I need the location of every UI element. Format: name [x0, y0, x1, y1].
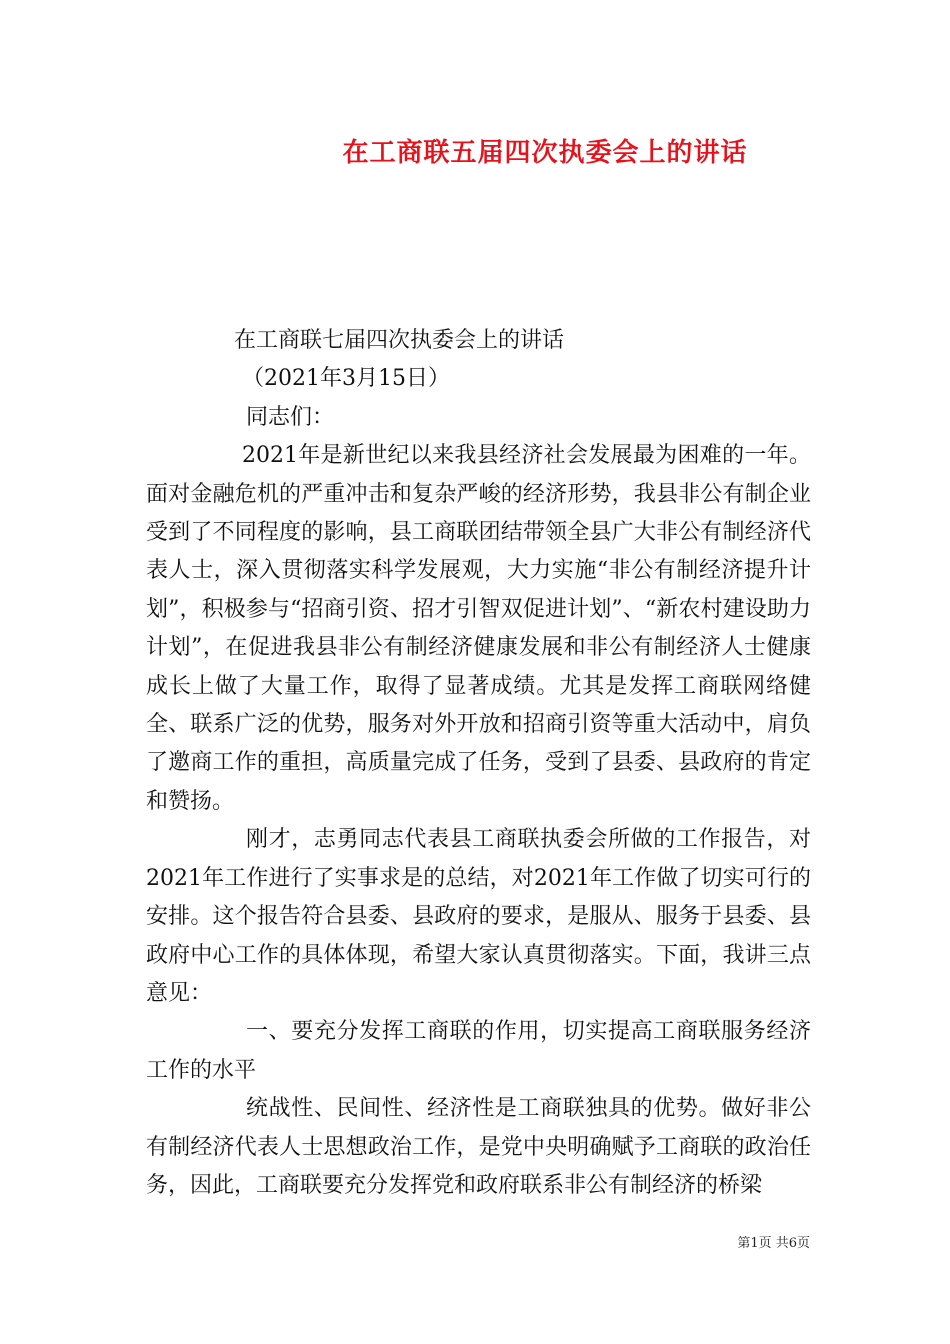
paragraph: 统战性、民间性、经济性是工商联独具的优势。做好非公有制经济代表人士思想政治工作，是党中央明确赋予工商联的政治任务，因此，工商联要充分发挥党和政府联系非公有制经济的桥梁 — [146, 1096, 811, 1198]
speech-date: （2021年3月15日） — [242, 366, 450, 392]
document-body — [146, 322, 811, 1205]
paragraph: 2021年是新世纪以来我县经济社会发展最为困难的一年。面对金融危机的严重冲击和复杂严峻的经济形势，我县非公有制企业受到了不同程度的影响，县工商联团结带领全县广大非公有制经济代表人士，深入贯彻落实科学发展观，大力实施“非公有制经济提升计划”，积极参与“招商引资、招才引智双促进计划”、“新农村建设助力计划”，在促进我县非公有制经济健康发展和非公有制经济人士健康成长上做了大量工作，取得了显著成绩。尤其是发挥工商联网络健全、联系广泛的优势，服务对外开放和招商引资等重大活动中，肩负了邀商工作的重担，高质量完成了任务，受到了县委、县政府的肯定和赞扬。 — [146, 443, 811, 814]
page-number: 第1页 共6页 — [737, 1236, 810, 1251]
speech-subtitle: 在工商联七届四次执委会上的讲话 — [234, 328, 565, 353]
paragraph: 刚才，志勇同志代表县工商联执委会所做的工作报告，对2021年工作进行了实事求是的总结，对2021年工作做了切实可行的安排。这个报告符合县委、县政府的要求，是服从、服务于县委、县政府中心工作的具体体现，希望大家认真贯彻落实。下面，我讲三点意见： — [146, 827, 811, 1006]
page-title: 在工商联五届四次执委会上的讲话 — [342, 138, 748, 168]
section-heading: 一、要充分发挥工商联的作用，切实提高工商联服务经济工作的水平 — [146, 1019, 811, 1083]
greeting: 同志们： — [246, 404, 335, 430]
